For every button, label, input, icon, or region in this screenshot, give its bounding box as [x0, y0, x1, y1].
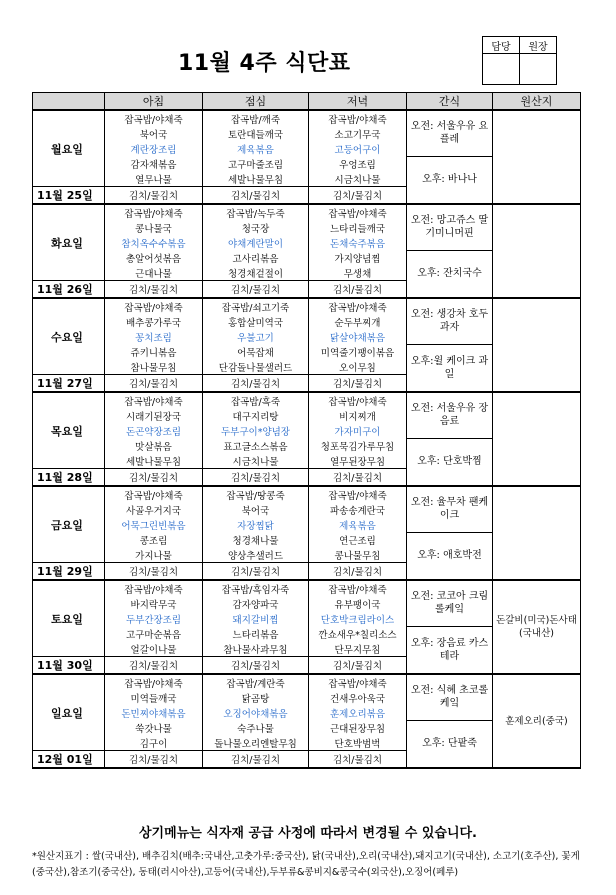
breakfast-dish: 잡곡밥/야채죽 [105, 580, 203, 596]
lunch-dish: 토란대들깨국 [203, 126, 309, 141]
lunch-dish: 김치/물김치 [203, 563, 309, 581]
dinner-dish: 김치/물김치 [309, 751, 407, 769]
breakfast-dish: 가지나물 [105, 547, 203, 563]
snack-morning: 오전: 코코아 크림롤케잌 [407, 580, 493, 626]
breakfast-dish: 김치/물김치 [105, 657, 203, 675]
lunch-dish: 세발나물무침 [203, 171, 309, 187]
lunch-dish: 대구지리탕 [203, 408, 309, 423]
breakfast-dish: 잡곡밥/야채죽 [105, 204, 203, 220]
breakfast-dish: 김치/물김치 [105, 187, 203, 205]
dinner-dish: 제육볶음 [309, 517, 407, 532]
lunch-dish: 고사리볶음 [203, 250, 309, 265]
lunch-dish: 김치/물김치 [203, 281, 309, 299]
date-label: 11월 29일 [33, 563, 105, 581]
day-label: 일요일 [33, 674, 105, 751]
dinner-dish: 닭살야채볶음 [309, 329, 407, 344]
approval-sign-manager [483, 54, 520, 85]
snack-morning: 오전: 율무차 팬케이크 [407, 486, 493, 532]
origin-cell: 돈갈비(미국)돈사태(국내산) [493, 580, 581, 674]
lunch-dish: 잡곡밥/흑임자죽 [203, 580, 309, 596]
dinner-dish: 돈채숙주볶음 [309, 235, 407, 250]
breakfast-dish: 잡곡밥/야채죽 [105, 392, 203, 408]
breakfast-dish: 김치/물김치 [105, 751, 203, 769]
approval-label-manager: 담당 [483, 37, 520, 54]
meal-row [33, 110, 581, 126]
lunch-dish: 단감돌나물샐러드 [203, 359, 309, 375]
snack-afternoon: 오후:윌 케이크 과일 [407, 344, 493, 392]
breakfast-dish: 잡곡밥/야채죽 [105, 486, 203, 502]
breakfast-dish: 두부간장조림 [105, 611, 203, 626]
lunch-dish: 돌나물오리엔탈무침 [203, 735, 309, 751]
meal-row [33, 580, 581, 596]
lunch-dish: 닭곰탕 [203, 690, 309, 705]
dinner-dish: 열무된장무침 [309, 453, 407, 469]
meal-row [33, 674, 581, 690]
lunch-dish: 청경채겉절이 [203, 265, 309, 281]
breakfast-dish: 김치/물김치 [105, 563, 203, 581]
lunch-dish: 시금치나물 [203, 453, 309, 469]
dinner-dish: 단무지무침 [309, 641, 407, 657]
lunch-dish: 야채계란말이 [203, 235, 309, 250]
dinner-dish: 단호박범벅 [309, 735, 407, 751]
breakfast-dish: 고구마순볶음 [105, 626, 203, 641]
breakfast-dish: 어묵그린빈볶음 [105, 517, 203, 532]
meal-row [33, 486, 581, 502]
snack-afternoon: 오후: 잔치국수 [407, 250, 493, 298]
breakfast-dish: 사골우거지국 [105, 502, 203, 517]
approval-label-director: 원장 [520, 37, 557, 54]
dinner-dish: 김치/물김치 [309, 187, 407, 205]
day-label: 토요일 [33, 580, 105, 657]
day-label: 목요일 [33, 392, 105, 469]
lunch-dish: 감자양파국 [203, 596, 309, 611]
page-title: 11월 4주 식단표 [178, 51, 351, 76]
dinner-dish: 김치/물김치 [309, 281, 407, 299]
breakfast-dish: 북어국 [105, 126, 203, 141]
date-label: 11월 27일 [33, 375, 105, 393]
dinner-dish: 유부팽이국 [309, 596, 407, 611]
lunch-dish: 홍합살미역국 [203, 314, 309, 329]
dinner-dish: 단호박크림라이스 [309, 611, 407, 626]
breakfast-dish: 총알어섯볶음 [105, 250, 203, 265]
breakfast-dish: 김치/물김치 [105, 281, 203, 299]
lunch-dish: 잡곡밥/땅콩죽 [203, 486, 309, 502]
date-label: 11월 26일 [33, 281, 105, 299]
breakfast-dish: 쑥갓나물 [105, 720, 203, 735]
dinner-dish: 깐쇼새우*칠리소스 [309, 626, 407, 641]
dinner-dish: 순두부찌개 [309, 314, 407, 329]
date-label: 11월 25일 [33, 187, 105, 205]
lunch-dish: 청경채나물 [203, 532, 309, 547]
header-row [33, 93, 581, 111]
dinner-dish: 잡곡밥/야채죽 [309, 486, 407, 502]
snack-afternoon: 오후: 바나나 [407, 156, 493, 204]
dinner-dish: 훈제오리볶음 [309, 705, 407, 720]
lunch-dish: 김치/물김치 [203, 187, 309, 205]
breakfast-dish: 돈민찌야채볶음 [105, 705, 203, 720]
breakfast-dish: 참치옥수수볶음 [105, 235, 203, 250]
breakfast-dish: 얼갈이나물 [105, 641, 203, 657]
breakfast-dish: 근대나물 [105, 265, 203, 281]
dinner-dish: 김치/물김치 [309, 657, 407, 675]
dinner-dish: 잡곡밥/야채죽 [309, 110, 407, 126]
header-lunch: 점심 [203, 93, 309, 111]
dinner-dish: 파송송계란국 [309, 502, 407, 517]
dinner-dish: 오이무침 [309, 359, 407, 375]
breakfast-dish: 콩조림 [105, 532, 203, 547]
lunch-dish: 느타리볶음 [203, 626, 309, 641]
breakfast-dish: 김치/물김치 [105, 469, 203, 487]
breakfast-dish: 참나물무침 [105, 359, 203, 375]
origin-note: *원산지표기 : 쌀(국내산), 배추김치(배추:국내산,고춧가루:중국산), 닭(국내산),오리(국내산),돼지고기(국내산), 소고기(호주산), 꽃게(중국산),참조기(중국산), 동태(러시아산),고등어(국내산),두부류&콩비지&콩국수(외국산),오징어(페루) [32, 851, 580, 878]
day-label: 수요일 [33, 298, 105, 375]
dinner-dish: 잡곡밥/야채죽 [309, 392, 407, 408]
dinner-dish: 잡곡밥/야채죽 [309, 580, 407, 596]
header-breakfast: 아침 [105, 93, 203, 111]
dinner-dish: 잡곡밥/야채죽 [309, 298, 407, 314]
lunch-dish: 김치/물김치 [203, 469, 309, 487]
snack-afternoon: 오후: 장음료 카스테라 [407, 626, 493, 674]
approval-sign-director [520, 54, 557, 85]
dinner-dish: 콩나물무침 [309, 547, 407, 563]
dinner-dish: 가자미구이 [309, 423, 407, 438]
lunch-dish: 어묵잡채 [203, 344, 309, 359]
dinner-dish: 청포묵김가루무침 [309, 438, 407, 453]
origin-cell: 훈제오리(중국) [493, 674, 581, 768]
snack-morning: 오전: 서울우유 요플레 [407, 110, 493, 156]
lunch-dish: 표고글소스볶음 [203, 438, 309, 453]
dinner-dish: 김치/물김치 [309, 469, 407, 487]
header-day [33, 93, 105, 111]
date-label: 11월 28일 [33, 469, 105, 487]
lunch-dish: 고구마줄조림 [203, 156, 309, 171]
lunch-dish: 잡곡밥/흑죽 [203, 392, 309, 408]
dinner-dish: 가지양념찜 [309, 250, 407, 265]
origin-cell [493, 110, 581, 204]
breakfast-dish: 미역들깨국 [105, 690, 203, 705]
breakfast-dish: 세발나물무침 [105, 453, 203, 469]
origin-cell [493, 298, 581, 392]
snack-afternoon: 오후: 단팥죽 [407, 720, 493, 768]
dinner-dish: 연근조림 [309, 532, 407, 547]
snack-morning: 오전: 생강차 호두과자 [407, 298, 493, 344]
dinner-dish: 비지찌개 [309, 408, 407, 423]
breakfast-dish: 맛살볶음 [105, 438, 203, 453]
breakfast-dish: 잡곡밥/야채죽 [105, 110, 203, 126]
meal-row [33, 298, 581, 314]
lunch-dish: 두부구이*양념장 [203, 423, 309, 438]
meal-row [33, 392, 581, 408]
menu-change-notice: 상기메뉴는 식자재 공급 사정에 따라서 변경될 수 있습니다. [138, 826, 477, 841]
breakfast-dish: 바지락무국 [105, 596, 203, 611]
snack-afternoon: 오후: 애호박전 [407, 532, 493, 580]
origin-cell [493, 486, 581, 580]
origin-cell [493, 392, 581, 486]
lunch-dish: 청국장 [203, 220, 309, 235]
lunch-dish: 자장찜닭 [203, 517, 309, 532]
breakfast-dish: 감자채볶음 [105, 156, 203, 171]
header-dinner: 저녁 [309, 93, 407, 111]
lunch-dish: 김치/물김치 [203, 751, 309, 769]
lunch-dish: 김치/물김치 [203, 657, 309, 675]
breakfast-dish: 계란장조림 [105, 141, 203, 156]
lunch-dish: 북어국 [203, 502, 309, 517]
lunch-dish: 돼지갈비찜 [203, 611, 309, 626]
lunch-dish: 오징어야채볶음 [203, 705, 309, 720]
breakfast-dish: 김구이 [105, 735, 203, 751]
dinner-dish: 고등어구이 [309, 141, 407, 156]
breakfast-dish: 시래기된장국 [105, 408, 203, 423]
lunch-dish: 숙주나물 [203, 720, 309, 735]
lunch-dish: 김치/물김치 [203, 375, 309, 393]
breakfast-dish: 콩나물국 [105, 220, 203, 235]
lunch-dish: 우불고기 [203, 329, 309, 344]
origin-cell [493, 204, 581, 298]
date-label: 12월 01일 [33, 751, 105, 769]
header-snack: 간식 [407, 93, 493, 111]
dinner-dish: 느타리들깨국 [309, 220, 407, 235]
approval-box [482, 36, 557, 85]
dinner-dish: 무생채 [309, 265, 407, 281]
lunch-dish: 잡곡밥/깨죽 [203, 110, 309, 126]
snack-morning: 오전: 식혜 초코롤케잌 [407, 674, 493, 720]
day-label: 금요일 [33, 486, 105, 563]
dinner-dish: 미역줄기팽이볶음 [309, 344, 407, 359]
breakfast-dish: 잡곡밥/야채죽 [105, 674, 203, 690]
lunch-dish: 참나물사과무침 [203, 641, 309, 657]
lunch-dish: 잡곡밥/계란죽 [203, 674, 309, 690]
dinner-dish: 김치/물김치 [309, 375, 407, 393]
meal-row [33, 204, 581, 220]
lunch-dish: 제육볶음 [203, 141, 309, 156]
breakfast-dish: 쥬키니볶음 [105, 344, 203, 359]
day-label: 화요일 [33, 204, 105, 281]
dinner-dish: 잡곡밥/야채죽 [309, 674, 407, 690]
breakfast-dish: 김치/물김치 [105, 375, 203, 393]
breakfast-dish: 돈곤약장조림 [105, 423, 203, 438]
snack-afternoon: 오후: 단호박찜 [407, 438, 493, 486]
dinner-dish: 소고기무국 [309, 126, 407, 141]
breakfast-dish: 꽁치조림 [105, 329, 203, 344]
dinner-dish: 우엉조림 [309, 156, 407, 171]
date-label: 11월 30일 [33, 657, 105, 675]
menu-table [32, 92, 581, 769]
breakfast-dish: 배추콩가루국 [105, 314, 203, 329]
snack-morning: 오전: 서울우유 장음료 [407, 392, 493, 438]
header-origin: 원산지 [493, 93, 581, 111]
lunch-dish: 잡곡밥/녹두죽 [203, 204, 309, 220]
snack-morning: 오전: 망고쥬스 딸기미니머핀 [407, 204, 493, 250]
dinner-dish: 잡곡밥/야채죽 [309, 204, 407, 220]
dinner-dish: 시금치나물 [309, 171, 407, 187]
breakfast-dish: 열무나물 [105, 171, 203, 187]
lunch-dish: 잡곡밥/쇠고기죽 [203, 298, 309, 314]
dinner-dish: 근대된장무침 [309, 720, 407, 735]
lunch-dish: 양상추샐러드 [203, 547, 309, 563]
day-label: 월요일 [33, 110, 105, 187]
dinner-dish: 건새우아욱국 [309, 690, 407, 705]
dinner-dish: 김치/물김치 [309, 563, 407, 581]
breakfast-dish: 잡곡밥/야채죽 [105, 298, 203, 314]
